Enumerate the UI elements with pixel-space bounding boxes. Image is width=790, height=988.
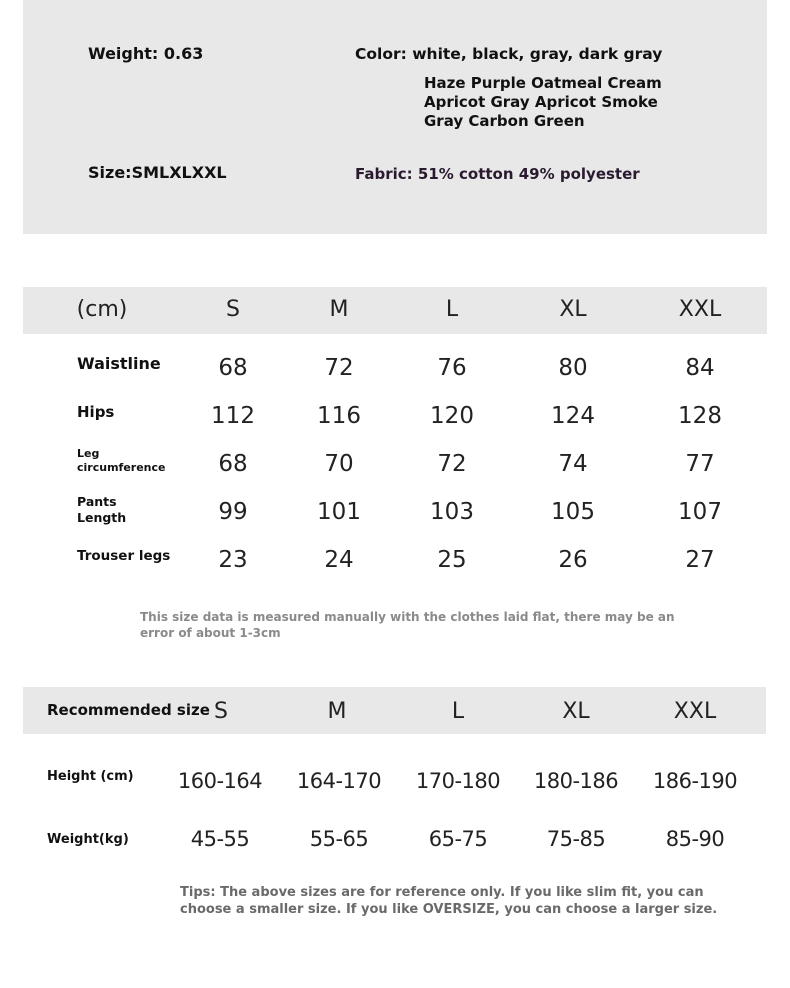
table-cell: 105 [551, 499, 595, 525]
table-cell: 27 [685, 547, 715, 573]
table-cell: 84 [685, 355, 715, 381]
size-text: Size:SMLXLXXL [88, 163, 227, 182]
size-header: XL [559, 297, 587, 322]
table-cell: 68 [218, 355, 248, 381]
row-label-line: Leg [77, 447, 100, 460]
table-cell: 75-85 [546, 827, 606, 851]
table-cell: 101 [317, 499, 361, 525]
table-cell: 116 [317, 403, 361, 429]
row-label-leg-circumference [77, 447, 165, 475]
size-header: XXL [678, 297, 722, 322]
table-cell: 124 [551, 403, 595, 429]
rec-size-header: XXL [673, 699, 717, 724]
recommended-title: Recommended size [47, 701, 210, 719]
table-cell: 72 [324, 355, 354, 381]
table-cell: 77 [685, 451, 715, 477]
row-label-waistline: Waistline [77, 354, 161, 373]
rec-size-header: S [214, 699, 228, 724]
tips-line: Tips: The above sizes are for reference only. If you like slim fit, you can [180, 885, 704, 900]
table-cell: 170-180 [415, 769, 501, 793]
table-cell: 45-55 [190, 827, 250, 851]
fabric-text: Fabric: 51% cotton 49% polyester [355, 165, 640, 183]
row-label-line: circumference [77, 461, 166, 474]
table-cell: 72 [437, 451, 467, 477]
row-label-hips: Hips [77, 403, 115, 421]
table-cell: 76 [437, 355, 467, 381]
weight-text: Weight: 0.63 [88, 44, 204, 63]
table-cell: 164-170 [296, 769, 382, 793]
row-label-weight: Weight(kg) [47, 832, 129, 847]
table-cell: 25 [437, 547, 467, 573]
row-label-line: Length [77, 510, 127, 525]
table-cell: 180-186 [533, 769, 619, 793]
table-cell: 160-164 [177, 769, 263, 793]
table-cell: 55-65 [309, 827, 369, 851]
table-cell: 103 [430, 499, 474, 525]
table-cell: 23 [218, 547, 248, 573]
tips-note [180, 884, 717, 918]
rec-size-header: M [327, 699, 347, 724]
note-line: error of about 1-3cm [140, 626, 281, 640]
table-cell: 99 [218, 499, 248, 525]
color-list [424, 74, 662, 131]
row-label-pants-length [77, 494, 126, 526]
size-header: M [329, 297, 349, 322]
table-cell: 112 [211, 403, 255, 429]
row-label-line: Pants [77, 494, 117, 509]
row-label-height: Height (cm) [47, 769, 134, 784]
table-cell: 186-190 [652, 769, 738, 793]
table-cell: 74 [558, 451, 588, 477]
rec-size-header: XL [562, 699, 590, 724]
table-cell: 70 [324, 451, 354, 477]
row-label-trouser-legs: Trouser legs [77, 548, 171, 564]
unit-header: (cm) [76, 297, 128, 322]
table-cell: 68 [218, 451, 248, 477]
table-cell: 85-90 [665, 827, 725, 851]
size-header: S [226, 297, 240, 322]
tips-line: choose a smaller size. If you like OVERSIZE, you can choose a larger size. [180, 902, 718, 917]
color-line: Haze Purple Oatmeal Cream [424, 74, 662, 92]
table-cell: 80 [558, 355, 588, 381]
rec-size-header: L [451, 699, 465, 724]
measurement-note [140, 609, 675, 641]
size-header: L [445, 297, 459, 322]
note-line: This size data is measured manually with the clothes laid flat, there may be an [140, 610, 675, 624]
color-line: Apricot Gray Apricot Smoke [424, 93, 658, 111]
color-text: Color: white, black, gray, dark gray [355, 45, 663, 63]
table-cell: 65-75 [428, 827, 488, 851]
table-cell: 26 [558, 547, 588, 573]
color-line: Gray Carbon Green [424, 112, 585, 130]
table-cell: 128 [678, 403, 722, 429]
table-cell: 24 [324, 547, 354, 573]
table-cell: 120 [430, 403, 474, 429]
table-cell: 107 [678, 499, 722, 525]
